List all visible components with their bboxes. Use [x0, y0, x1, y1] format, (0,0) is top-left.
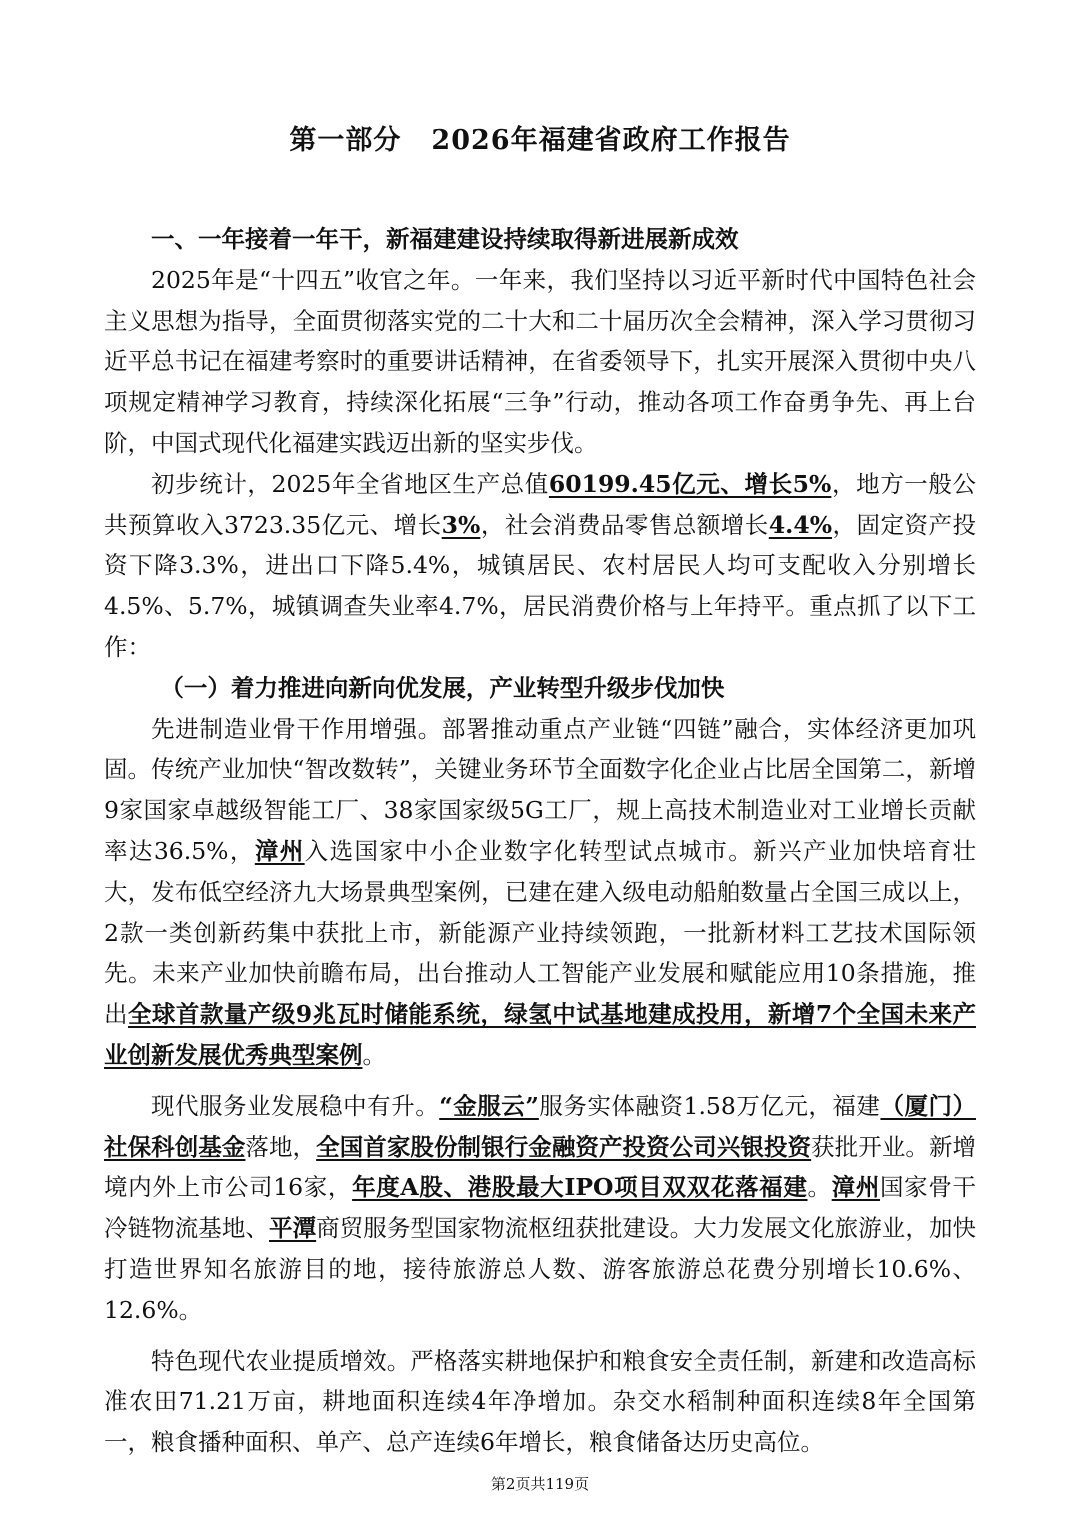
pingtan-highlight: 平潭 [269, 1214, 317, 1243]
zhangzhou-logistics-highlight: 漳州 [831, 1173, 881, 1202]
ipo-highlight: 年度A股、港股最大IPO项目双双花落福建 [352, 1173, 808, 1202]
bank-highlight: 全国首家股份制银行金融资产投资公司兴银投资 [316, 1132, 812, 1161]
page-footer: 第2页共119页 [490, 1475, 590, 1493]
energy-storage-highlight: 全球首款量产级9兆瓦时储能系统，绿氢中试基地建成投用，新增7个全国未来产业创新发展优秀典型案例 [104, 1000, 977, 1069]
jinfuyun-highlight: “金服云” [439, 1091, 539, 1120]
page-title [0, 118, 1080, 157]
fund-highlight: （厦门）社保科创基金 [104, 1091, 977, 1161]
title-part: 第一部分 [289, 125, 402, 156]
paragraph-services: 现代服务业发展稳中有升。“金服云”服务实体融资1.58万亿元，福建（厦门）社保科创基金落地，全国首家股份制银行金融资产投资公司兴银投资获批开业。新增境内外上市公司16家，年度A股、港股最大IPO项目双双花落福建。漳州国家骨干冷链物流基地、平潭商贸服务型国家物流枢纽获批建设。大力发展文化旅游业，加快打造世界知名旅游目的地，接待旅游总人数、游客旅游总花费分别增长10.6%、12.6%。 [104, 1091, 977, 1324]
gdp-highlight: 60199.45亿元、增长5% [548, 469, 832, 498]
zhangzhou-highlight: 漳州 [254, 836, 305, 865]
subsection-heading-1: （一）着力推进向新向优发展，产业转型升级步伐加快 [160, 673, 725, 702]
revenue-growth-highlight: 3% [441, 510, 481, 539]
paragraph-agriculture: 特色现代农业提质增效。严格落实耕地保护和粮食安全责任制，新建和改造高标准农田71.21万亩，耕地面积连续4年净增加。杂交水稻制种面积连续8年全国第一，粮食播种面积、单产、总产连续6年增长，粮食储备达历史高位。 [104, 1346, 976, 1457]
section-heading-1: 一、一年接着一年干，新福建建设持续取得新进展新成效 [151, 225, 739, 253]
paragraph-manufacturing: 先进制造业骨干作用增强。部署推动重点产业链“四链”融合，实体经济更加巩固。传统产业加快“智改数转”，关键业务环节全面数字化企业占比居全国第二，新增9家国家卓越级智能工厂、38家国家级5G工厂，规上高技术制造业对工业增长贡献率达36.5%，漳州入选国家中小企业数字化转型试点城市。新兴产业加快培育壮大，发布低空经济九大场景典型案例，已建在建入级电动船舶数量占全国三成以上，2款一类创新药集中获批上市，新能源产业持续领跑，一批新材料工艺技术国际领先。未来产业加快前瞻布局，出台推动人工智能产业发展和赋能应用10条措施，推出全球首款量产级9兆瓦时储能系统，绿氢中试基地建成投用，新增7个全国未来产业创新发展优秀典型案例。 [104, 714, 977, 1069]
paragraph-intro: 2025年是“十四五”收官之年。一年来，我们坚持以习近平新时代中国特色社会主义思想为指导，全面贯彻落实党的二十大和二十届历次全会精神，深入学习贯彻习近平总书记在福建考察时的重要讲话精神，在省委领导下，扎实开展深入贯彻中央八项规定精神学习教育，持续深化拓展“三争”行动，推动各项工作奋勇争先、再上台阶，中国式现代化福建实践迈出新的坚实步伐。 [104, 265, 976, 457]
paragraph-statistics: 初步统计，2025年全省地区生产总值60199.45亿元、增长5%，地方一般公共预算收入3723.35亿元、增长3%，社会消费品零售总额增长4.4%，固定资产投资下降3.3%，进出口下降5.4%，城镇居民、农村居民人均可支配收入分别增长4.5%、5.7%，城镇调查失业率4.7%，居民消费价格与上年持平。重点抓了以下工作： [104, 469, 977, 661]
retail-growth-highlight: 4.4% [768, 510, 833, 539]
report-body [104, 219, 976, 1463]
title-main: 2026年福建省政府工作报告 [431, 125, 791, 156]
